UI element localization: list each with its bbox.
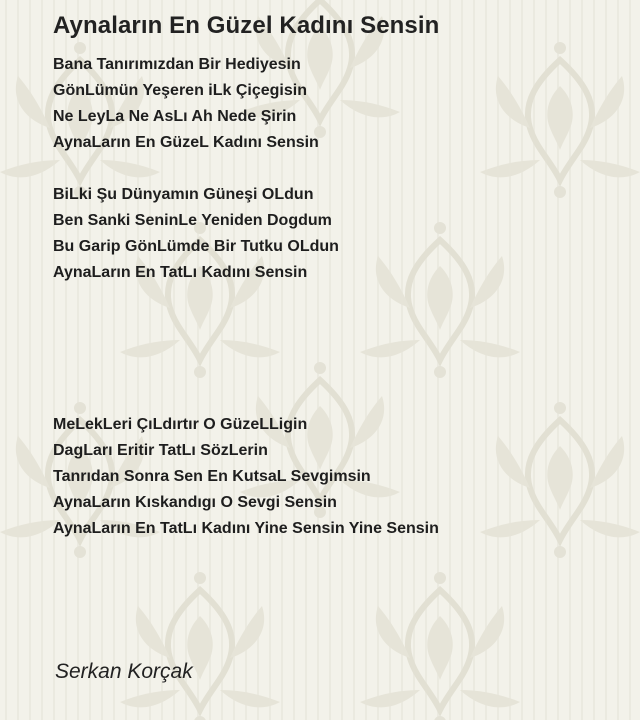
poem-line: Ben Sanki SeninLe Yeniden Dogdum: [53, 212, 332, 229]
poem-line: AynaLarın En TatLı Kadını Yine Sensin Yine Sensin: [53, 520, 439, 537]
poem-line: DagLarı Eritir TatLı SözLerin: [53, 442, 268, 459]
poem-line: AynaLarın En GüzeL Kadını Sensin: [53, 134, 319, 151]
poem-line: MeLekLeri ÇıLdırtır O GüzeLLigin: [53, 416, 308, 433]
poem-author: Serkan Korçak: [55, 660, 193, 683]
poem-line: Bana Tanırımızdan Bir Hediyesin: [53, 56, 301, 73]
poem-line: Tanrıdan Sonra Sen En KutsaL Sevgimsin: [53, 468, 371, 485]
poem-line: AynaLarın En TatLı Kadını Sensin: [53, 264, 308, 281]
poem-line: Ne LeyLa Ne AsLı Ah Nede Şirin: [53, 108, 297, 125]
poem-line: Bu Garip GönLümde Bir Tutku OLdun: [53, 238, 339, 255]
poem-line: AynaLarın Kıskandıgı O Sevgi Sensin: [53, 494, 337, 511]
poem-line: GönLümün Yeşeren iLk Çiçegisin: [53, 82, 307, 99]
poem-line: BiLki Şu Dünyamın Güneşi OLdun: [53, 186, 314, 203]
poem-title: Aynaların En Güzel Kadını Sensin: [53, 12, 440, 39]
